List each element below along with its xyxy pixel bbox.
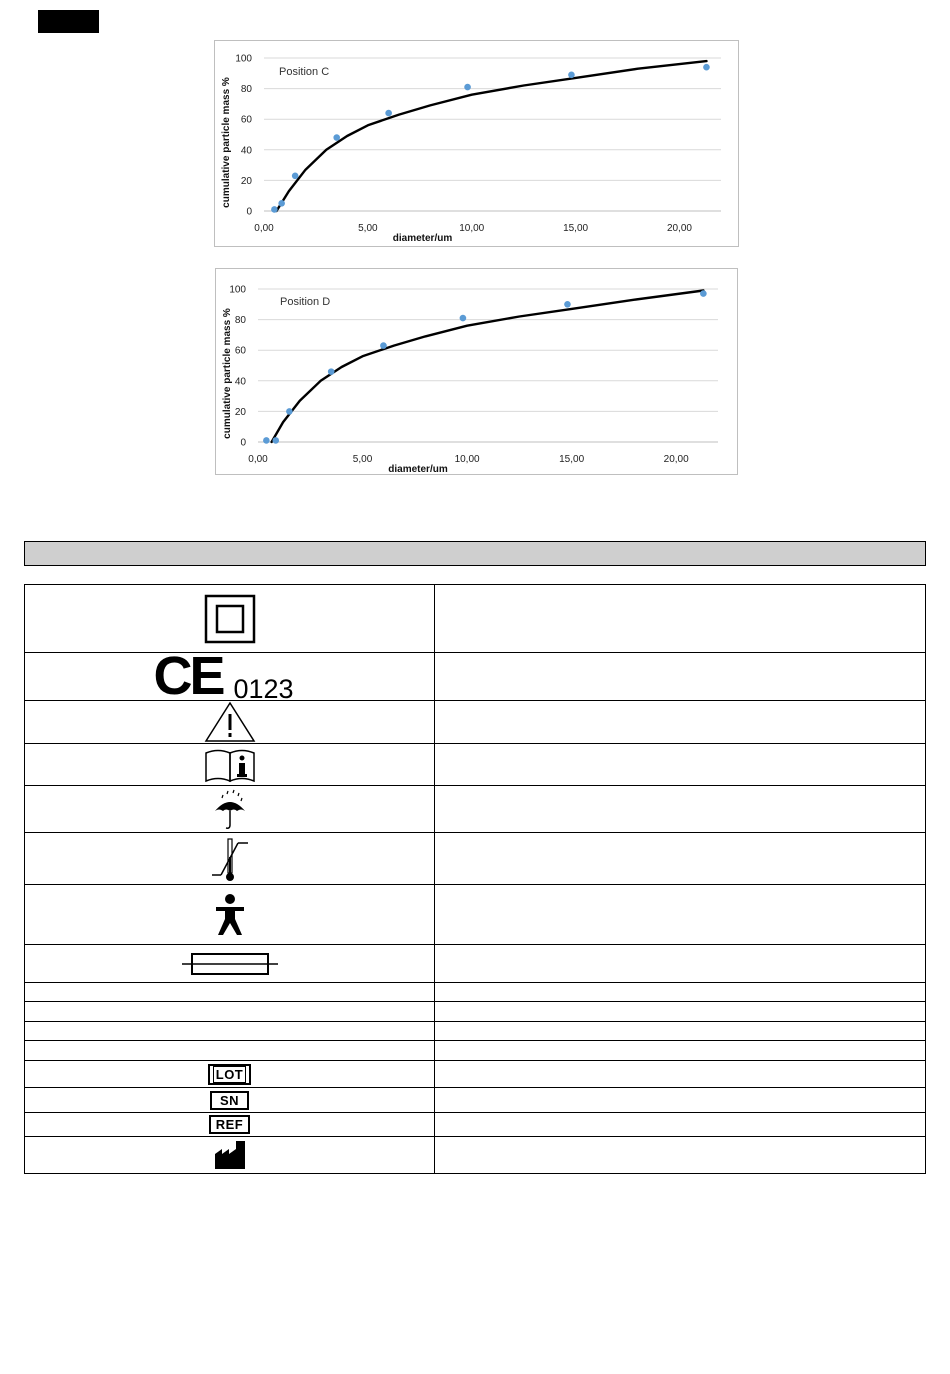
table-row <box>25 1041 926 1061</box>
data-point <box>272 437 279 444</box>
description-cell <box>435 1002 926 1022</box>
type-b-applied-part-icon <box>212 893 248 937</box>
table-row <box>25 945 926 983</box>
symbol-cell <box>25 585 435 653</box>
x-axis-label: diameter/um <box>392 233 453 244</box>
y-tick-label: 80 <box>234 315 246 327</box>
description-cell <box>435 786 926 833</box>
x-tick-label: 10,00 <box>459 223 485 234</box>
table-row <box>25 1113 926 1137</box>
header-black-block <box>38 10 99 33</box>
y-tick-label: 100 <box>229 284 246 296</box>
x-axis-label: diameter/um <box>388 464 448 475</box>
manufacturer-icon <box>214 1140 246 1170</box>
y-tick-label: 0 <box>246 206 252 218</box>
data-point <box>380 342 387 349</box>
keep-dry-icon <box>210 787 250 831</box>
symbol-cell <box>25 885 435 945</box>
y-tick-label: 60 <box>240 114 252 126</box>
ref-label: REF <box>215 1117 244 1132</box>
x-tick-label: 5,00 <box>352 454 373 465</box>
section-header-bar <box>24 541 926 566</box>
ce-mark-icon <box>153 645 306 706</box>
description-cell <box>435 1113 926 1137</box>
symbol-cell <box>25 945 435 983</box>
data-point <box>385 110 392 117</box>
ce-letters: CE <box>153 645 223 706</box>
data-point <box>286 408 293 415</box>
x-tick-label: 5,00 <box>358 223 378 234</box>
trendline <box>277 61 707 211</box>
symbol-cell <box>25 1041 435 1061</box>
chart-svg <box>216 269 739 476</box>
sn-label: SN <box>219 1092 240 1108</box>
serial-number-icon <box>210 1091 249 1110</box>
y-tick-label: 0 <box>240 437 246 449</box>
symbol-cell <box>25 1137 435 1174</box>
table-row <box>25 1088 926 1113</box>
data-point <box>271 206 278 213</box>
symbol-cell <box>25 1002 435 1022</box>
table-row <box>25 1002 926 1022</box>
trendline <box>272 291 704 443</box>
data-point <box>292 173 299 180</box>
y-tick-label: 80 <box>240 84 252 96</box>
description-cell <box>435 1022 926 1041</box>
description-cell <box>435 1061 926 1088</box>
data-point <box>278 200 285 207</box>
y-tick-label: 40 <box>240 145 252 157</box>
symbol-cell <box>25 983 435 1002</box>
lot-label: LOT <box>213 1066 247 1083</box>
symbol-cell <box>25 744 435 786</box>
data-point <box>263 437 270 444</box>
chart-svg <box>215 41 740 248</box>
x-tick-label: 10,00 <box>454 454 480 465</box>
y-tick-label: 40 <box>234 376 246 388</box>
symbols-table <box>24 584 926 1174</box>
x-tick-label: 0,00 <box>248 454 268 465</box>
symbol-cell <box>25 701 435 744</box>
warning-icon <box>204 701 256 743</box>
x-tick-label: 15,00 <box>563 223 589 234</box>
table-row <box>25 701 926 744</box>
data-point <box>703 64 710 71</box>
description-cell <box>435 701 926 744</box>
description-cell <box>435 983 926 1002</box>
y-axis-label: cumulative particle mass % <box>221 77 232 208</box>
data-point <box>464 84 471 91</box>
description-cell <box>435 744 926 786</box>
table-row <box>25 744 926 786</box>
description-cell <box>435 585 926 653</box>
table-row <box>25 585 926 653</box>
symbol-cell <box>25 786 435 833</box>
symbol-cell <box>25 1061 435 1088</box>
fuse-icon <box>180 951 280 977</box>
data-point <box>568 72 575 79</box>
table-row <box>25 885 926 945</box>
reference-number-icon <box>209 1115 251 1134</box>
description-cell <box>435 885 926 945</box>
table-row <box>25 833 926 885</box>
chart-title: Position D <box>280 296 331 308</box>
chart-position-d <box>215 268 738 475</box>
notified-body-number: 0123 <box>233 673 294 704</box>
table-row <box>25 1061 926 1088</box>
symbol-cell <box>25 645 435 706</box>
chart-title: Position C <box>279 66 330 78</box>
x-tick-label: 0,00 <box>254 223 274 234</box>
table-row <box>25 1137 926 1174</box>
y-tick-label: 100 <box>235 53 252 65</box>
description-cell <box>435 1137 926 1174</box>
symbol-cell <box>25 1022 435 1041</box>
table-row <box>25 983 926 1002</box>
data-point <box>564 301 571 308</box>
read-manual-icon <box>204 747 256 783</box>
temperature-limit-icon <box>208 835 252 883</box>
symbol-cell <box>25 1113 435 1137</box>
symbol-cell <box>25 1088 435 1113</box>
data-point <box>460 315 467 322</box>
y-tick-label: 20 <box>240 175 252 187</box>
table-row <box>25 1022 926 1041</box>
x-tick-label: 20,00 <box>666 223 692 234</box>
data-point <box>333 134 340 141</box>
description-cell <box>435 653 926 701</box>
data-point <box>700 290 707 297</box>
description-cell <box>435 1088 926 1113</box>
double-insulation-icon <box>204 594 256 644</box>
description-cell <box>435 945 926 983</box>
y-tick-label: 20 <box>234 406 246 418</box>
symbol-cell <box>25 833 435 885</box>
lot-icon <box>208 1064 252 1085</box>
y-tick-label: 60 <box>234 345 246 357</box>
table-row <box>25 653 926 701</box>
description-cell <box>435 833 926 885</box>
data-point <box>328 368 335 375</box>
description-cell <box>435 1041 926 1061</box>
y-axis-label: cumulative particle mass % <box>222 308 233 439</box>
x-tick-label: 20,00 <box>663 454 689 465</box>
chart-position-c <box>214 40 739 247</box>
table-row <box>25 786 926 833</box>
x-tick-label: 15,00 <box>559 454 585 465</box>
